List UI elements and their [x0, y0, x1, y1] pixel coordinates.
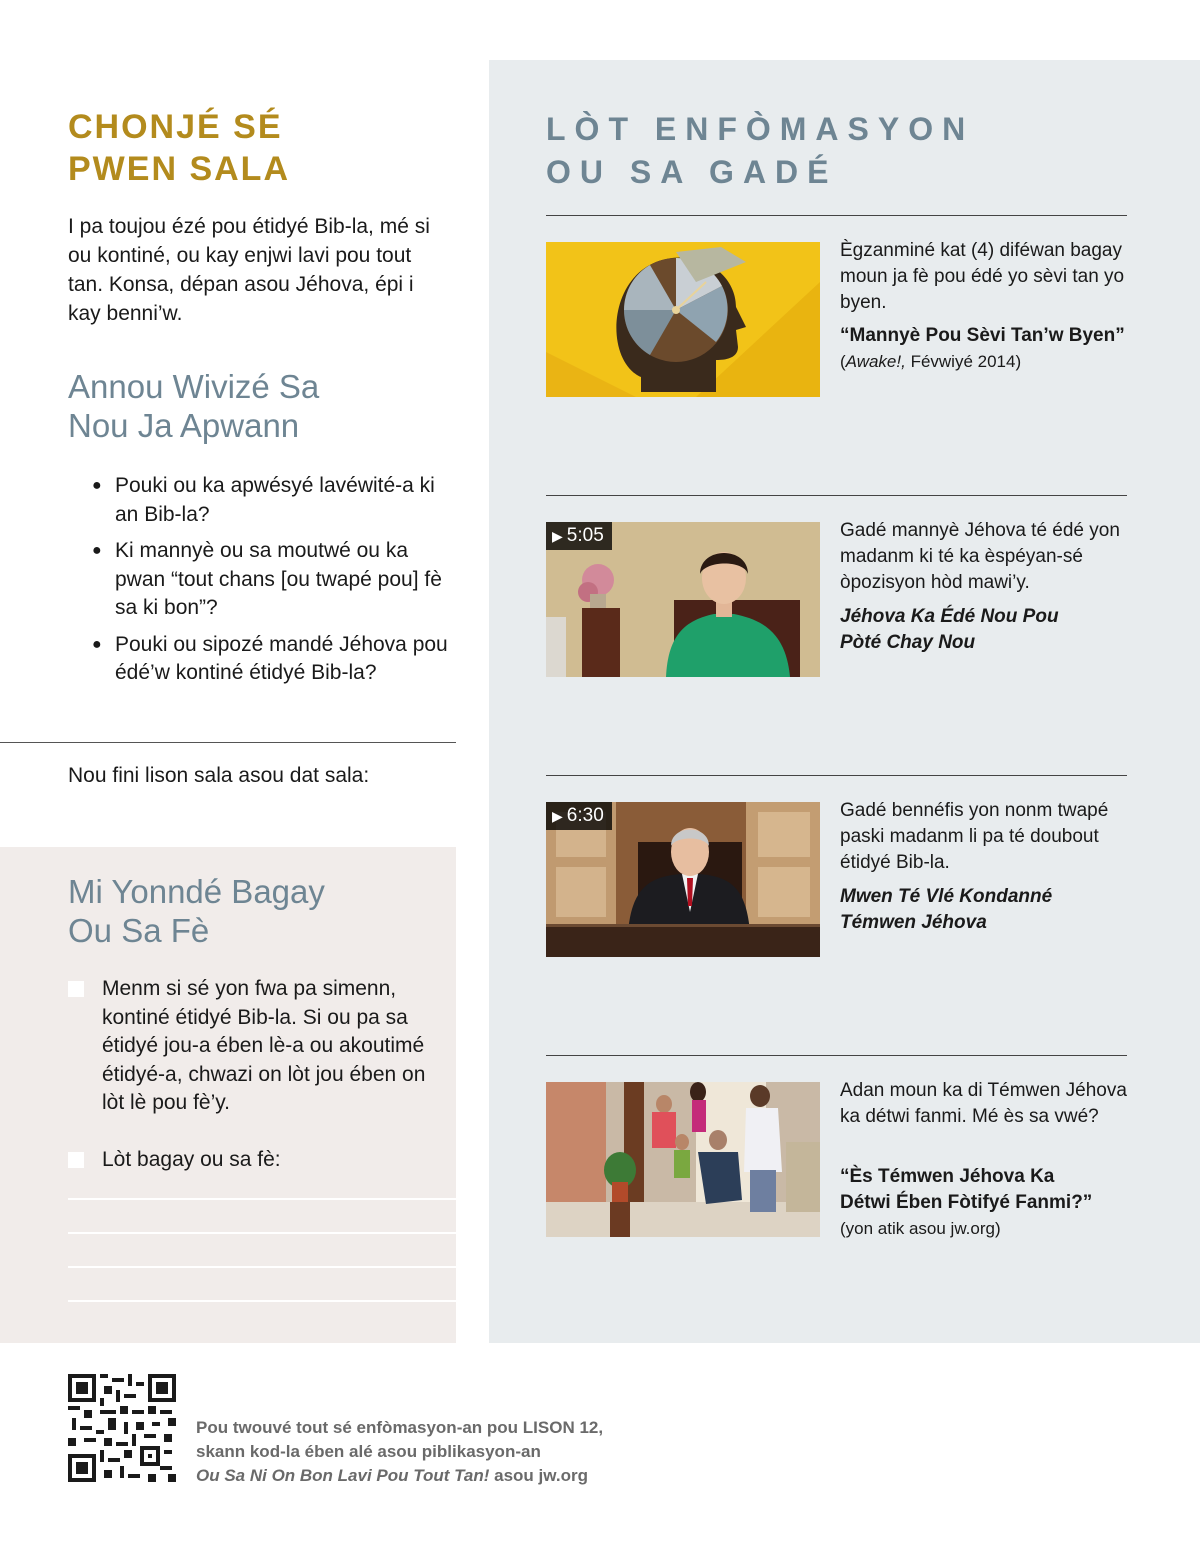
bullet-icon: ● — [92, 635, 102, 653]
divider — [546, 1055, 1127, 1056]
write-line[interactable] — [68, 1198, 456, 1200]
review-question: ● Pouki ou sipozé mandé Jéhova pou édé’w kontiné étidyé Bib-la? — [92, 632, 448, 684]
task-checkbox[interactable] — [68, 981, 84, 997]
tasks-title-line1: Mi Yonndé Bagay — [68, 873, 325, 910]
divider — [546, 775, 1127, 776]
article-source: (Awake!, Févwiyé 2014) — [840, 352, 1022, 371]
summary-text: I pa toujou ézé pou étidyé Bib-la, mé si ou kontiné, ou kay enjwi lavi pou tout tan. Konsa, dépan asou Jéhova, épi i kay benni’w. — [68, 215, 430, 325]
divider — [546, 495, 1127, 496]
tasks-title — [68, 872, 428, 950]
divider — [0, 742, 456, 743]
video-thumbnail[interactable] — [546, 522, 820, 677]
review-title-line1: Annou Wivizé Sa — [68, 368, 320, 405]
review-questions — [92, 472, 452, 696]
article-source: (yon atik asou jw.org) — [840, 1219, 1001, 1238]
article-title[interactable]: “Ès Témwen Jéhova Ka Détwi Ében Fòtifyé Fanmi?” — [840, 1166, 1093, 1213]
family-photo — [546, 1082, 820, 1237]
write-line[interactable] — [68, 1232, 456, 1234]
video-title[interactable]: Mwen Té Vlé Kondanné Témwen Jéhova — [840, 886, 1053, 933]
item-description: Gadé mannyè Jéhova té édé yon madanm ki té ka èspéyan-sé òpozisyon hòd mawi’y. — [840, 520, 1120, 593]
more-info-title-line1: LÒT ENFÒMASYON — [546, 111, 975, 147]
video-duration-badge: ▶ 6:30 — [546, 802, 612, 830]
more-info-title-line2: OU SA GADÉ — [546, 154, 838, 190]
qr-code-icon — [68, 1374, 176, 1482]
item-description: Adan moun ka di Témwen Jéhova ka détwi fanmi. Mé ès sa vwé? — [840, 1080, 1127, 1127]
article-thumbnail[interactable] — [546, 242, 820, 397]
time-management-illustration — [546, 242, 820, 397]
tasks-title-line2: Ou Sa Fè — [68, 912, 210, 949]
summary-title-line1: CHONJÉ SÉ — [68, 108, 283, 146]
more-info-title — [546, 108, 1146, 194]
task-text: Lòt bagay ou sa fè: — [102, 1148, 281, 1171]
review-question: ● Pouki ou ka apwésyé lavéwité-a ki an Bib-la? — [92, 474, 435, 526]
summary-title-line2: PWEN SALA — [68, 150, 290, 188]
review-title — [68, 367, 428, 445]
review-question: ● Ki mannyè ou sa moutwé ou ka pwan “tout chans [ou twapé pou] fè sa ki bon”? — [92, 539, 442, 619]
video-duration-badge: ▶ 5:05 — [546, 522, 612, 550]
publication-title[interactable]: Ou Sa Ni On Bon Lavi Pou Tout Tan! — [196, 1466, 490, 1485]
review-title-line2: Nou Ja Apwann — [68, 407, 300, 444]
task-text: Menm si sé yon fwa pa simenn, kontiné étidyé Bib-la. Si ou pa sa étidyé jou-a ében lè-a ou akoutimé étidyé-a, chwazi on lòt jou ében on lòt lè pou fè’y. — [102, 977, 426, 1114]
article-title[interactable]: “Mannyè Pou Sèvi Tan’w Byen” — [840, 325, 1125, 346]
write-line[interactable] — [68, 1300, 456, 1302]
divider — [546, 215, 1127, 216]
write-line[interactable] — [68, 1266, 456, 1268]
play-icon: ▶ — [552, 528, 563, 544]
article-thumbnail[interactable] — [546, 1082, 820, 1237]
item-description: Ègzanminé kat (4) diféwan bagay moun ja fè pou édé yo sèvi tan yo byen. — [840, 240, 1125, 313]
task-item — [68, 1146, 428, 1176]
qr-code[interactable] — [68, 1374, 176, 1482]
video-thumbnail[interactable] — [546, 802, 820, 957]
task-checkbox[interactable] — [68, 1152, 84, 1168]
bullet-icon: ● — [92, 477, 102, 494]
play-icon: ▶ — [552, 808, 563, 824]
finished-date-label: Nou fini lison sala asou dat sala: — [68, 764, 370, 787]
footer-text: Pou twouvé tout sé enfòmasyon-an pou LISON 12, skann kod-la ében alé asou piblikasyon-an Ou Sa Ni On Bon Lavi Pou Tout Tan! asou jw.org — [196, 1418, 604, 1485]
task-item — [68, 975, 428, 1125]
summary-title — [68, 106, 448, 190]
video-title[interactable]: Jéhova Ka Édé Nou Pou Pòté Chay Nou — [840, 606, 1059, 653]
item-description: Gadé bennéfis yon nonm twapé paski madanm li pa té doubout étidyé Bib-la. — [840, 800, 1109, 873]
bullet-icon: ● — [92, 542, 102, 559]
